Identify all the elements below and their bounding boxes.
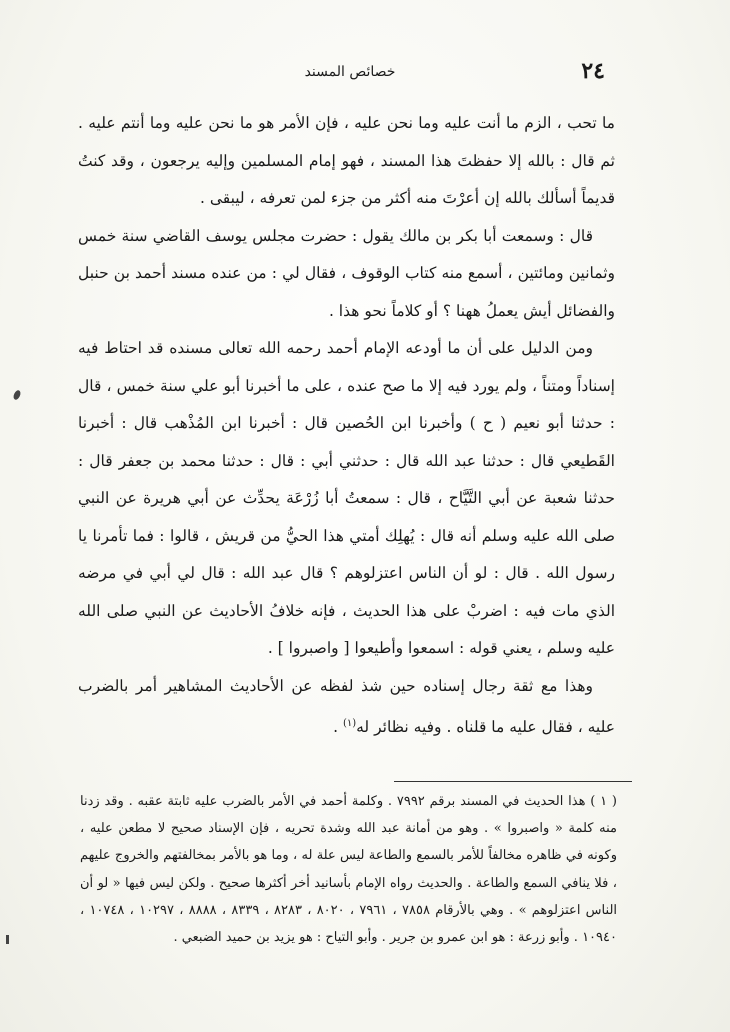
footnote: ( ١ ) هذا الحديث في المسند برقم ٧٩٩٢ . وكلمة أحمد في الأمر بالضرب عليه ثابتة عقبه . وقد زدنا منه كلمة « واصبروا » . وهو من أمانة عبد الله وشدة تحريه ، فإن الإسناد صحيح لا مطعن عليه ، وكونه في ظاهره مخالفاً للأمر بالسمع والطاعة ليس علة له ، وما هو بالأمر بمخالفتهم والخروج عليهم ، فلا ينافي السمع والطاعة . والحديث رواه الإمام بأسانيد أخر أكثرها صحيح . ولكن ليس فيها « لو أن الناس اعتزلوهم » . وهي بالأرقام ٧٨٥٨ ، ٧٩٦١ ، ٨٠٢٠ ، ٨٢٨٣ ، ٨٣٣٩ ، ٨٨٨٨ ، ١٠٢٩٧ ، ١٠٧٤٨ ، ١٠٩٤٠ . وأبو زرعة : هو ابن عمرو بن جرير . وأبو التياح : هو يزيد بن حميد الضبعي . <box>80 794 618 946</box>
paragraph: ومن الدليل على أن ما أودعه الإمام أحمد رحمه الله تعالى مسنده قد احتاط فيه إسناداً ومتناً ، ولم يورد فيه إلا ما صح عنده ، على ما أخبرنا أبو علي سنة خمس ، قال : حدثنا أبو نعيم ( ح ) وأخبرنا ابن الحُصين قال : أخبرنا ابن المُذْهب قال : أخبرنا القَطيعي قال : حدثنا عبد الله قال : حدثني أبي : قال : حدثنا محمد بن جعفر قال : حدثنا شعبة عن أبي التَّيَّاح ، قال : سمعتُ أبا زُرْعَة يحدِّث عن أبي هريرة عن النبي صلى الله عليه وسلم أنه قال : يُهلِك أمتي هذا الحيُّ من قريش ، قالوا : فما تأمرنا يا رسول الله . قال : لو أن الناس اعتزلوهم ؟ قال عبد الله : قال لي أبي في مرضه الذي مات فيه : اضربْ على هذا الحديث ، فإنه خلافُ الأحاديث عن النبي صلى الله عليه وسلم ، يعني قوله : اسمعوا وأطيعوا [ واصبروا ] . <box>78 339 615 657</box>
paragraph: قال : وسمعت أبا بكر بن مالك يقول : حضرت مجلس يوسف القاضي سنة خمس وثمانين ومائتين ، أسمع منه كتاب الوقوف ، فقال لي : من عنده مسند أحمد بن حنبل والفضائل أيش يعملُ ههنا ؟ أو كلاماً نحو هذا . <box>78 226 615 320</box>
paragraph: وهذا مع ثقة رجال إسناده حين شذ لفظه عن الأحاديث المشاهير أمر بالضرب عليه ، فقال عليه ما قلناه . وفيه نظائر له$^{(١)}$ . <box>78 676 615 737</box>
running-title: خصائص المسند <box>304 64 396 80</box>
margin-mark <box>12 389 22 401</box>
margin-mark <box>6 935 9 944</box>
paragraph: ما تحب ، الزم ما أنت عليه وما نحن عليه ، فإن الأمر هو ما نحن عليه وما أنتم عليه . ثم قال : بالله إلا حفظتَ هذا المسند ، فهو إمام المسلمين وإليه يرجعون ، وقد كنتُ قديماً أسألك بالله إن أعرْتَ منه أكثر من جزء لمن تعرفه ، ليبقى . <box>78 114 615 207</box>
paragraph-text: وهذا مع ثقة رجال إسناده حين شذ لفظه عن الأحاديث المشاهير أمر بالضرب عليه ، فقال عليه ما قلناه . وفيه نظائر له <box>78 676 615 737</box>
footnote-reference: (١) <box>342 718 357 729</box>
page-number: ٢٤ <box>581 58 605 84</box>
page-header <box>95 58 605 88</box>
main-text <box>78 105 615 747</box>
footnotes <box>80 788 617 951</box>
footnote-separator <box>394 781 632 782</box>
